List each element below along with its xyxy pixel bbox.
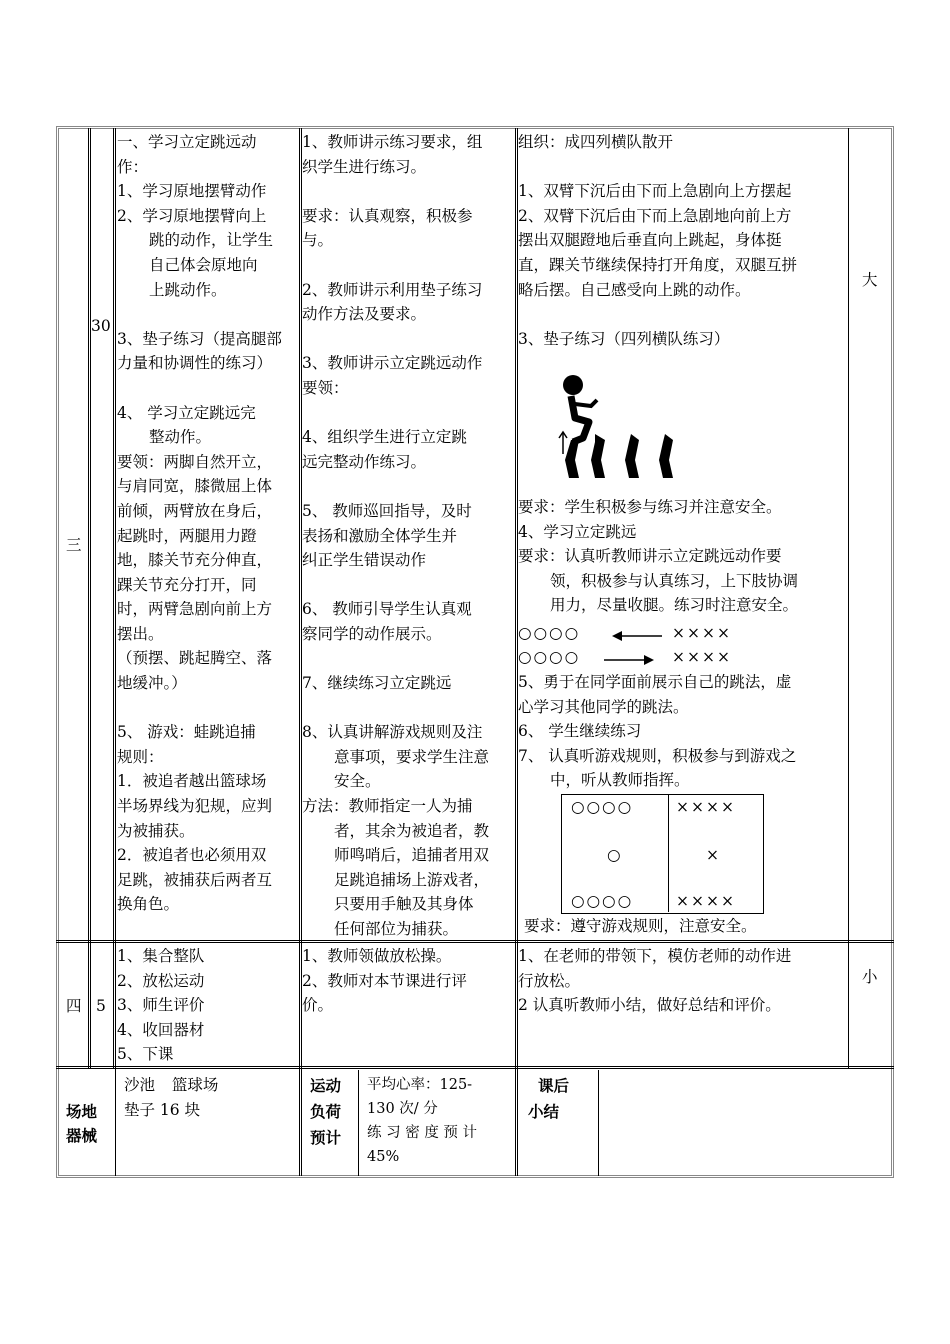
section-minutes: 5 (96, 997, 106, 1015)
student-end-note: 要求：遵守游戏规则，注意安全。 (524, 917, 757, 935)
load-value: 平均心率：125- 130 次/ 分 练 习 密 度 预 计 45% (367, 1077, 478, 1165)
section-number: 三 (66, 536, 82, 554)
formation-left-row-1: ○○○○ (518, 624, 581, 642)
venue-value: 沙池 篮球场 垫子 16 块 (124, 1076, 219, 1119)
section-number: 四 (66, 997, 82, 1015)
court-left-bottom: ○○○○ (571, 892, 634, 910)
intensity-label: 小 (862, 968, 878, 986)
load-label: 运动 负荷 预计 (310, 1077, 342, 1147)
teacher-column: 1、教师领做放松操。 2、教师对本节课进行评 价。 (302, 947, 467, 1015)
formation-right-row-1: ×××× (672, 624, 732, 642)
jump-figure-illustration (555, 370, 695, 485)
student-column-after: 5、勇于在同学面前展示自己的跳法，虚 心学习其他同学的跳法。 6、 学生继续练习 7、 认真听游戏规则，积极参与到游戏之 中，听从教师指挥。 (518, 673, 797, 790)
summary-label: 课后 小结 (528, 1077, 570, 1121)
intensity-label: 大 (862, 271, 878, 289)
student-column-top: 组织：成四列横队散开 1、双臂下沉后由下而上急剧向上方摆起 2、双臂下沉后由下而上急剧地向前上方 摆出双腿蹬地后垂直向上跳起，身体挺 直，踝关节继续保持打开角度，双腿互拼 略后摆。自己感受向上跳的动作。 3、垫子练习（四列横队练习） (518, 133, 798, 348)
student-column: 1、在老师的带领下，模仿老师的动作进 行放松。 2 认真听教师小结，做好总结和评价。 (518, 947, 792, 1015)
court-right-bottom: ×××× (676, 892, 736, 910)
student-column-mid: 要求：学生积极参与练习并注意安全。 4、学习立定跳远 要求：认真听教师讲示立定跳远动作要 领，积极参与认真练习，上下肢协调 用力，尽量收腿。练习时注意安全。 (518, 498, 799, 615)
section-minutes: 30 (91, 317, 111, 335)
formation-right-row-2: ×××× (672, 648, 732, 666)
content-column: 一、学习立定跳远动 作： 1、学习原地摆臂动作 2、学习原地摆臂向上 跳的动作，让学生 自己体会原地向 上跳动作。 3、垫子练习（提高腿部 力量和协调性的练习） 4、 学习立定跳远完 整动作。 要领：两脚自然开立， 与肩同宽，膝微屈上体 前倾，两臂放在身后， 起跳时，两腿用力蹬 地，膝关节充分伸直， 踝关节充分打开，同 时，两臂急剧向前上方 摆出。 （预摆、跳起腾空、落 地缓冲。） 5、 游戏：蛙跳追捕 规则： 1．被追者越出篮球场 半场界线为犯规，应判 为被捕获。 2．被追者也必须用双 足跳，被捕获后两者互 换角色。 (117, 133, 282, 914)
venue-label: 场地 器械 (66, 1103, 98, 1145)
court-right-top: ×××× (676, 798, 736, 816)
court-right-mid: × (706, 846, 719, 864)
arrow-right-icon (602, 654, 654, 666)
formation-left-row-2: ○○○○ (518, 648, 581, 666)
content-column: 1、集合整队 2、放松运动 3、师生评价 4、收回器材 5、下课 (117, 947, 205, 1064)
teacher-column: 1、教师讲示练习要求，组 织学生进行练习。 要求：认真观察，积极参 与。 2、教师讲示利用垫子练习 动作方法及要求。 3、教师讲示立定跳远动作 要领： 4、组织学生进行立定跳 远完整动作练习。 5、 教师巡回指导，及时 表扬和激励全体学生并 纠正学生错误动作 6、 教师引导学生认真观 察同学的动作展示。 7、继续练习立定跳远 8、认真讲解游戏规则及注 意事项，要求学生注意 安全。 方法：教师指定一人为捕 者，其余为被追者，教 师鸣哨后，追捕者用双 足跳追捕场上游戏者， 只要用手触及其身体 任何部位为捕获。 (302, 133, 490, 938)
court-left-top: ○○○○ (571, 798, 634, 816)
court-left-mid: ○ (607, 846, 621, 864)
arrow-left-icon (612, 630, 664, 642)
